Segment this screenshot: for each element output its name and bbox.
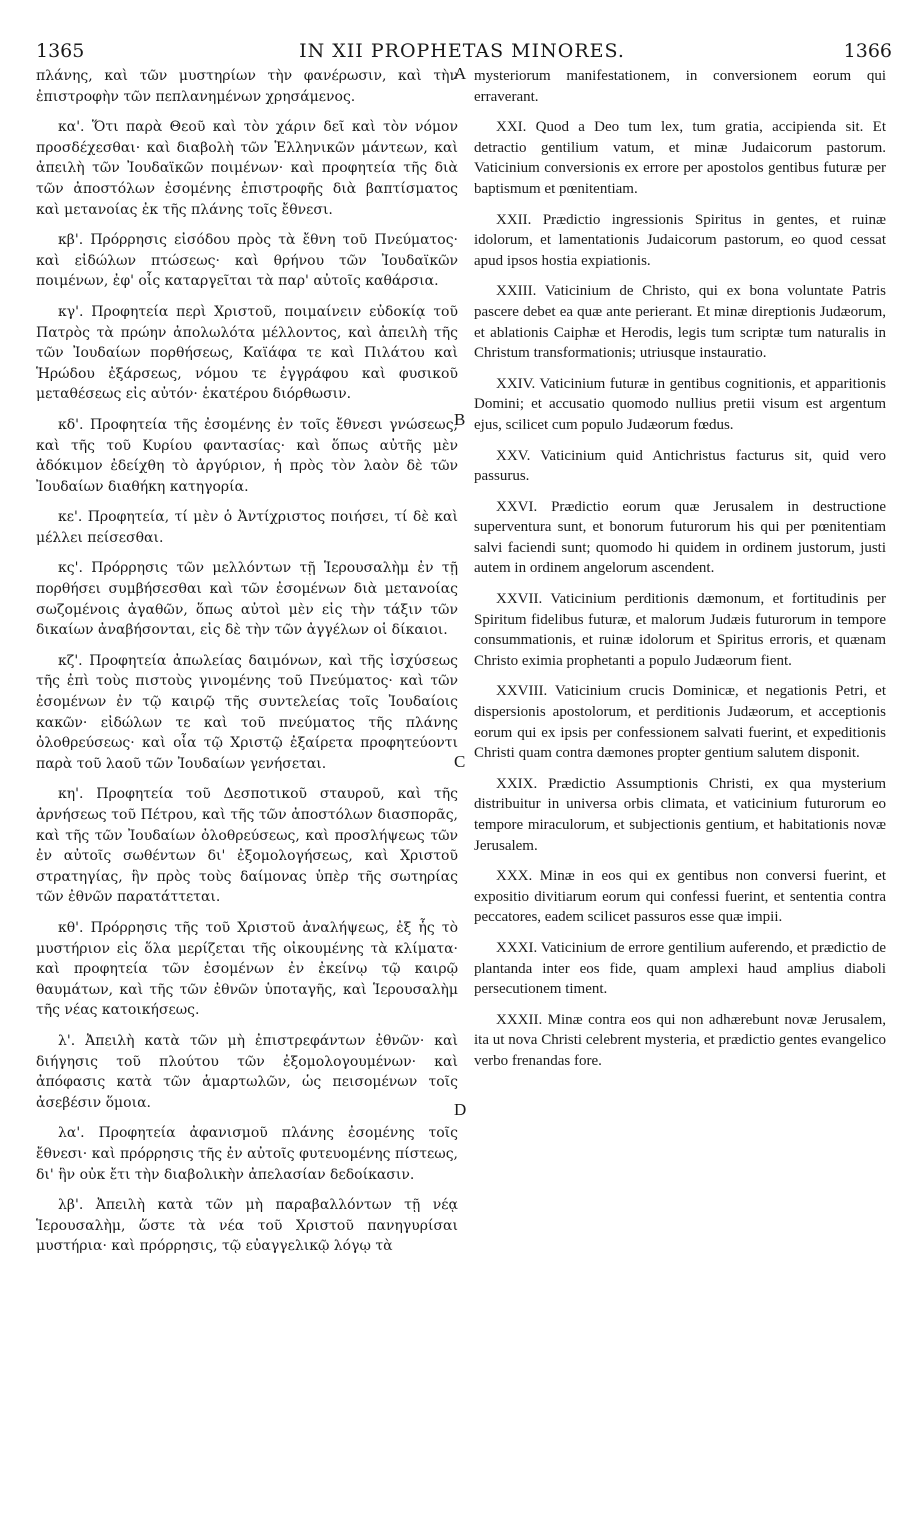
margin-letter-b: B [454,410,466,429]
latin-paragraph: mysteriorum manifestationem, in conversionem eorum qui erraverant. [474,68,886,105]
latin-paragraph: XXXI. Vaticinium de errore gentilium auferendo, et prædictio de plantanda inter eos fide, quam amplexi haud amplius diaboli persecutionem timent. [474,939,886,998]
greek-paragraph: λβ'. Ἀπειλὴ κατὰ τῶν μὴ παραβαλλόντων τῇ νέᾳ Ἱερουσαλὴμ, ὥστε τὰ νέα τοῦ Χριστοῦ πανηγυρίσαι μυστήρια· καὶ πρόρρησις, τῷ εὐαγγελικῷ λόγῳ τὰ [36,1197,458,1255]
greek-paragraph: κδ'. Προφητεία τῆς ἐσομένης ἐν τοῖς ἔθνεσι γνώσεως, καὶ τῆς τοῦ Κυρίου φαντασίας· καὶ ὅπως αὐτῆς μὲν ἀδόκιμον ἐδείχθη τὸ ἀργύριον, ἡ πρὸς τὸν λαὸν δὲ τῶν Ἰουδαίων διαθήκη κατηγορία. [36,416,458,495]
greek-paragraph: κς'. Πρόρρησις τῶν μελλόντων τῇ Ἱερουσαλὴμ ἐν τῇ πορθήσει συμβήσεσθαι καὶ τῶν ἐσομένων διὰ μετανοίας σωζομένοις ἀγαθῶν, ὅπως αὐτοὶ μὲν εἰς τὴν τάξιν τῶν δικαίων ἀναβήσονται, εἰς δὲ τὴν τῶν ἀγγέλων οἱ δίκαιοι. [36,560,458,639]
margin-letter-c: C [454,752,466,771]
greek-paragraph: λα'. Προφητεία ἀφανισμοῦ πλάνης ἐσομένης τοῖς ἔθνεσι· καὶ πρόρρησις τῆς ἐν αὐτοῖς φυτευομένης πίστεως, δι' ἣν οὐκ ἔτι τὴν διαβολικὴν ἀπελασίαν δεδοίκασιν. [36,1125,458,1183]
greek-paragraph: κα'. Ὅτι παρὰ Θεοῦ καὶ τὸν χάριν δεῖ καὶ τὸν νόμον προσδέχεσθαι· καὶ διαβολὴ τῶν Ἑλληνικῶν μάντεων, καὶ ἀπειλὴ τῶν Ἰουδαϊκῶν ποιμένων· καὶ προφητεία τῆς διὰ τῶν ἀποστόλων ἐσομένης ἐπιστροφῆς διὰ βαπτίσματος καὶ μετανοίας ἐκ τῆς πλάνης τοῖς ἔθνεσι. [36,119,458,218]
latin-paragraph: XXIX. Prædictio Assumptionis Christi, ex qua mysterium distribuitur in universa orbis climata, et vaticinium futurorum eo tempore miraculorum, et subjectionis gentium, et habitationis novæ Jerusalem. [474,775,886,854]
latin-paragraph: XXXII. Minæ contra eos qui non adhærebunt novæ Jerusalem, ita ut nova Christi celebrent mysteria, et prædictio gentes evangelico verbo frenandas fore. [474,1011,886,1069]
greek-paragraph: κθ'. Πρόρρησις τῆς τοῦ Χριστοῦ ἀναλήψεως, ἐξ ἧς τὸ μυστήριον εἰς ὅλα μερίζεται τῆς οἰκουμένης τὰ κλίματα· καὶ προφητεία τῶν ἐσομένων ἐν ἐκείνῳ τῷ καιρῷ θαυμάτων, καὶ τῆς τῶν ἐθνῶν ὑποταγῆς, καὶ Ἱερουσαλὴμ τῆς νέας κατοικήσεως. [36,919,458,1019]
greek-paragraph: κε'. Προφητεία, τί μὲν ὁ Ἀντίχριστος ποιήσει, τί δὲ καὶ μέλλει πείσεσθαι. [36,509,458,546]
latin-paragraph: XXI. Quod a Deo tum lex, tum gratia, accipienda sit. Et detractio gentilium vatum, et minæ Judaicorum pastorum. Vaticinium conversionis ex errore per apostolos gentibus futuræ per baptismum et pœnitentiam. [474,119,886,197]
page-number-right: 1366 [843,40,892,62]
margin-letter-a: A [454,64,467,83]
greek-paragraph: κζ'. Προφητεία ἀπωλείας δαιμόνων, καὶ τῆς ἰσχύσεως τῆς ἐπὶ τοὺς πιστοὺς γινομένης τοῦ Πνεύματος· καὶ τῶν ἐσομένων ἐν τῷ καιρῷ τῆς συντελείας τοῖς Ἰουδαίοις κακῶν· εἰδώλων τε καὶ τοῦ πνεύματος τῆς πλάνης ὀλοθρεύσεως· καὶ οἷα τῷ Χριστῷ ἐξαίρετα προφητεύοντι παρὰ τοῦ λαοῦ τῶν Ἰουδαίων γενήσεται. [36,652,458,772]
latin-paragraph: XXIV. Vaticinium futuræ in gentibus cognitionis, et apparitionis Domini; et accusatio quomodo nullius pretii visum est argentum ejus, scilicet cum populo Judæorum fœdus. [474,375,886,433]
latin-paragraph: XXIII. Vaticinium de Christo, qui ex bona voluntate Patris pascere debet ea quæ ante perierant. Et minæ direptionis Judæorum, et ablationis Caiphæ et Herodis, legis tum scriptæ tum naturalis in Christum transformationis; utriusque instauratio. [474,283,886,362]
greek-paragraph: κβ'. Πρόρρησις εἰσόδου πρὸς τὰ ἔθνη τοῦ Πνεύματος· καὶ εἰδώλων πτώσεως· καὶ θρήνου τῶν Ἰουδαϊκῶν ποιμένων, ἐφ' οἷς καταργεῖται τὰ παρ' αὐτοῖς καθάρσια. [36,232,458,290]
latin-paragraph: XXVIII. Vaticinium crucis Dominicæ, et negationis Petri, et dispersionis apostolorum, et perditionis Judæorum, et acceptionis eorum qui ex ipsis per confessionem salvati fuerint, et expeditionis Christi quam contra dæmones propter gentium salutem disponit. [474,683,886,762]
latin-paragraph: XXII. Prædictio ingressionis Spiritus in gentes, et ruinæ idolorum, et lamentationis Judaicorum pastorum, eo quod cessat apud ipsos hostia expiationis. [474,211,886,269]
page-number-left: 1365 [36,40,85,62]
latin-paragraph: XXV. Vaticinium quid Antichristus facturus sit, quid vero passurus. [474,447,886,485]
greek-paragraph: λ'. Ἀπειλὴ κατὰ τῶν μὴ ἐπιστρεφάντων ἐθνῶν· καὶ διήγησις τοῦ πλούτου τῶν ἐξομολογουμένων· καὶ ἀπόφασις κατὰ τῶν ἁμαρτωλῶν, ὡς πεισομένων τοῖς ἀσεβέσιν ὅμοια. [36,1032,458,1111]
greek-paragraph: κγ'. Προφητεία περὶ Χριστοῦ, ποιμαίνειν εὐδοκίᾳ τοῦ Πατρὸς τὰ πρώην ἀπολωλότα μέλλοντος, καὶ ἀπειλὴ τῆς τῶν Ἰουδαίων πορθήσεως, Καϊάφα τε καὶ Πιλάτου καὶ Ἡρώδου ἐξάρσεως, νόμου τε ἐγγράφου καὶ φυσικοῦ μεταθέσεως εἰς αὐτόν· ἑκατέρου διόρθωσιν. [36,303,458,403]
greek-column [36,66,458,1267]
margin-letter-d: D [454,1100,467,1119]
greek-paragraph: πλάνης, καὶ τῶν μυστηρίων τὴν φανέρωσιν, καὶ τὴν ἐπιστροφὴν τῶν πεπλανημένων χρησάμενος. [36,68,458,105]
running-title: IN XII PROPHETAS MINORES. [299,40,625,62]
latin-paragraph: XXVII. Vaticinium perditionis dæmonum, et fortitudinis per Spiritum fidelibus futuræ, et malorum Judæis futurorum in tempore consummationis, et ruinæ idolorum et Spiritus erroris, et quænam Christo eximia prophetanti a populo Judæorum fient. [474,591,886,669]
latin-column [474,66,886,1082]
latin-paragraph: XXX. Minæ in eos qui ex gentibus non conversi fuerint, et expositio divitiarum eorum qui confessi fuerint, et sententia contra peccatores, eadem scilicet passuros esse quæ impii. [474,868,886,926]
latin-paragraph: XXVI. Prædictio eorum quæ Jerusalem in destructione superventura sunt, et bonorum futurorum his qui per pœnitentiam salvi faciendi sunt; quomodo hi quidem in ordinem justorum, justi autem in ordinem angelorum ascendent. [474,498,886,577]
greek-paragraph: κη'. Προφητεία τοῦ Δεσποτικοῦ σταυροῦ, καὶ τῆς ἀρνήσεως τοῦ Πέτρου, καὶ τῆς τῶν ἀποστόλων διασπορᾶς, καὶ τῆς τῶν Ἰουδαίων ὀλοθρεύσεως, καὶ προσλήψεως τῶν ἐν αὐτοῖς σωθέντων δι' ἐξομολογήσεως, καὶ Χριστοῦ στρατηγίας, ἣν πρὸς τοὺς δαίμονας ὑπὲρ τῆς σωτηρίας τῶν ἐθνῶν παρατάττεται. [36,786,458,906]
